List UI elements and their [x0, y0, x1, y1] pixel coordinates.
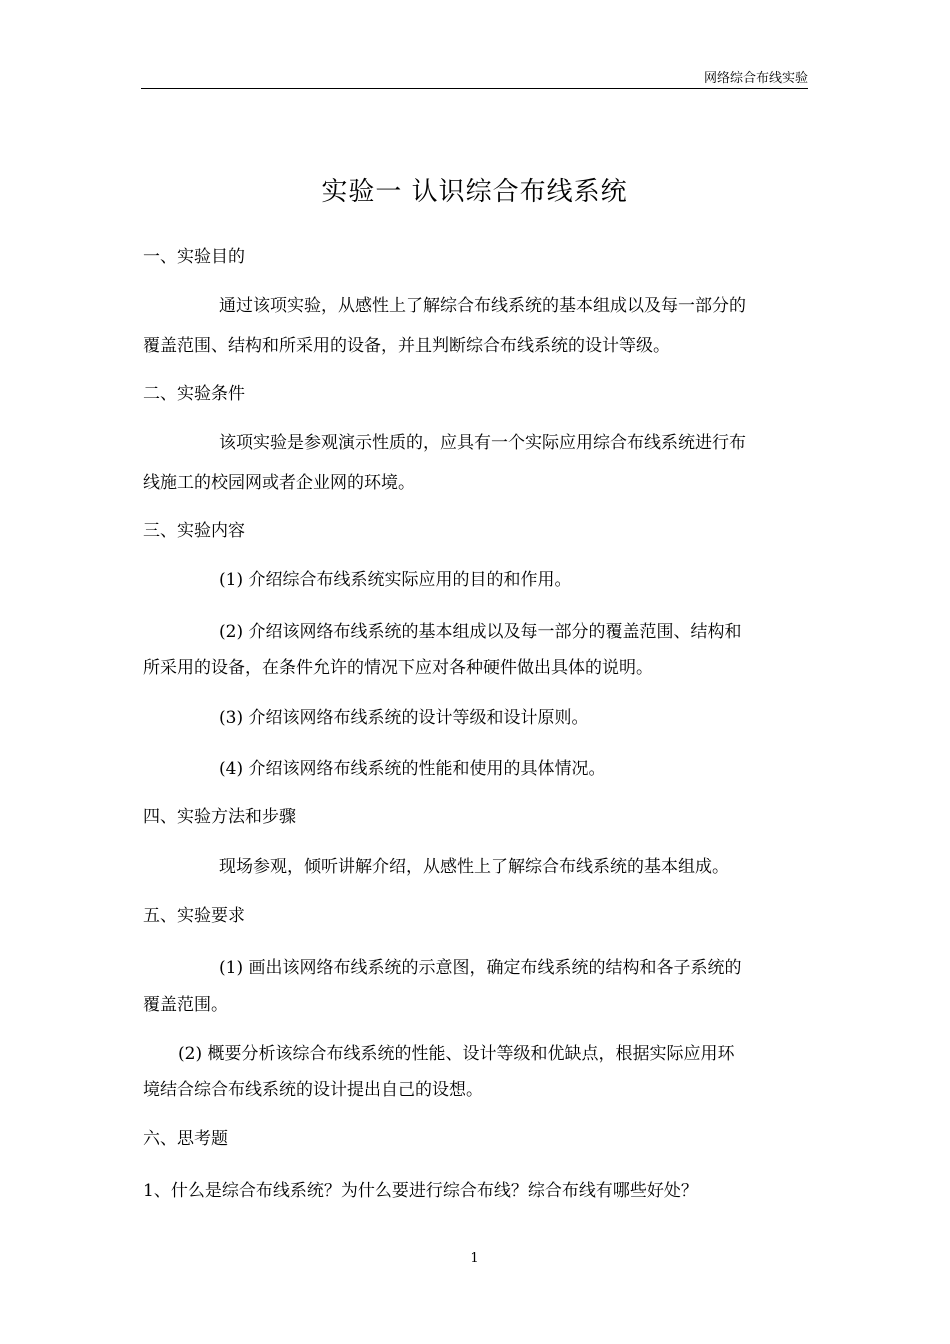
paragraph-line: 所采用的设备，在条件允许的情况下应对各种硬件做出具体的说明。 [143, 658, 653, 678]
section-heading-content: 三、实验内容 [143, 521, 245, 541]
section-heading-questions: 六、思考题 [143, 1129, 228, 1149]
paragraph-line: 覆盖范围、结构和所采用的设备，并且判断综合布线系统的设计等级。 [143, 336, 670, 356]
section-heading-purpose: 一、实验目的 [143, 247, 245, 267]
paragraph-line: 该项实验是参观演示性质的，应具有一个实际应用综合布线系统进行布 [219, 433, 746, 453]
list-item: (4) 介绍该网络布线系统的性能和使用的具体情况。 [219, 759, 606, 779]
section-heading-requirements: 五、实验要求 [143, 906, 245, 926]
paragraph-line: 线施工的校园网或者企业网的环境。 [143, 473, 415, 493]
section-heading-method: 四、实验方法和步骤 [143, 807, 296, 827]
running-header: 网络综合布线实验 [703, 71, 808, 86]
question-item: 1、什么是综合布线系统？为什么要进行综合布线？综合布线有哪些好处？ [143, 1181, 698, 1201]
page-number: 1 [470, 1251, 479, 1266]
list-item: (3) 介绍该网络布线系统的设计等级和设计原则。 [219, 708, 589, 728]
list-item: (1) 画出该网络布线系统的示意图，确定布线系统的结构和各子系统的 [219, 958, 742, 978]
section-heading-conditions: 二、实验条件 [143, 384, 245, 404]
list-item: (2) 介绍该网络布线系统的基本组成以及每一部分的覆盖范围、结构和 [219, 622, 742, 642]
document-title: 实验一 认识综合布线系统 [321, 177, 628, 207]
list-item: (1) 介绍综合布线系统实际应用的目的和作用。 [219, 570, 572, 590]
paragraph-line: 境结合综合布线系统的设计提出自己的设想。 [143, 1080, 483, 1100]
paragraph-line: 现场参观，倾听讲解介绍，从感性上了解综合布线系统的基本组成。 [219, 857, 729, 877]
list-item: (2) 概要分析该综合布线系统的性能、设计等级和优缺点，根据实际应用环 [178, 1044, 735, 1064]
paragraph-line: 覆盖范围。 [143, 995, 228, 1015]
paragraph-line: 通过该项实验，从感性上了解综合布线系统的基本组成以及每一部分的 [219, 296, 746, 316]
header-rule [141, 88, 808, 89]
